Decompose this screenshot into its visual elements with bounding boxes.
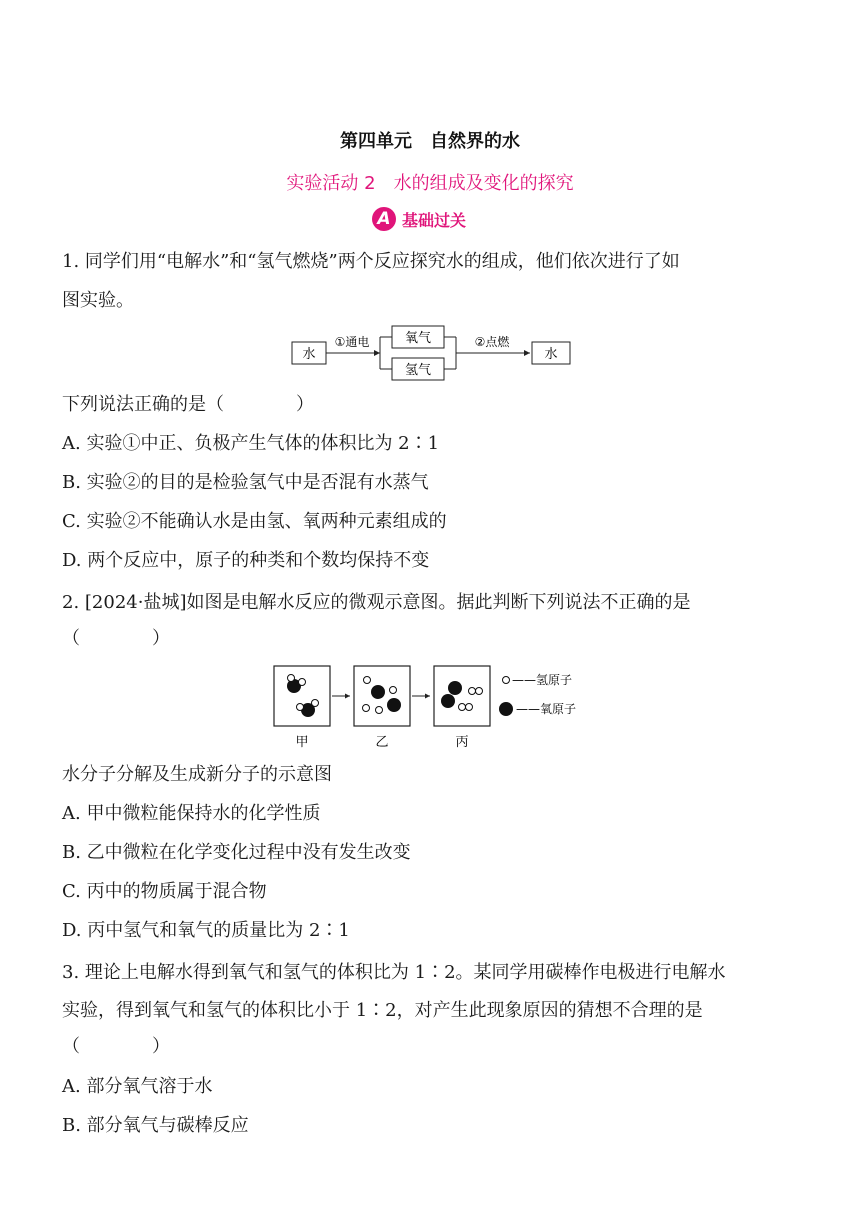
q2-stem-line2: （ ）	[62, 628, 170, 649]
panel-jia	[274, 666, 330, 726]
legend-hydrogen-label: ——氢原子	[512, 673, 573, 687]
hydrogen-atom	[363, 705, 370, 712]
q2-option-a: A. 甲中微粒能保持水的化学性质	[62, 803, 321, 824]
label-yi: 乙	[375, 735, 389, 750]
oxygen-atom	[371, 685, 385, 699]
q1-option-d: D. 两个反应中，原子的种类和个数均保持不变	[62, 550, 430, 571]
q1-option-c: C. 实验②不能确认水是由氢、氧两种元素组成的	[62, 511, 447, 532]
hydrogen-legend-icon	[503, 677, 510, 684]
panel-bing	[434, 666, 490, 726]
unit-title: 第四单元 自然界的水	[340, 131, 520, 152]
oxygen-legend-icon	[499, 702, 513, 716]
box-oxygen	[392, 326, 444, 348]
badge-letter-icon: A	[372, 207, 396, 231]
hydrogen-atom	[376, 707, 383, 714]
q1-flow-diagram	[288, 322, 578, 384]
q1-stem-line2: 图实验。	[62, 290, 134, 311]
q1-option-b: B. 实验②的目的是检验氢气中是否混有水蒸气	[62, 472, 429, 493]
activity-title: 实验活动 2 水的组成及变化的探究	[286, 173, 574, 194]
hydrogen-atom	[390, 687, 397, 694]
label-jia: 甲	[295, 735, 309, 750]
q3-stem-line1: 3. 理论上电解水得到氧气和氢气的体积比为 1∶2。某同学用碳棒作电极进行电解水	[62, 962, 726, 983]
section-badge	[372, 206, 466, 232]
box-water-start-label: 水	[302, 347, 316, 362]
q2-option-c: C. 丙中的物质属于混合物	[62, 881, 267, 902]
q3-option-b: B. 部分氧气与碳棒反应	[62, 1115, 249, 1136]
hydrogen-atom	[364, 677, 371, 684]
box-oxygen-label: 氧气	[404, 331, 432, 346]
q3-option-a: A. 部分氧气溶于水	[62, 1076, 213, 1097]
panel-yi	[354, 666, 410, 726]
badge-text: 基础过关	[402, 210, 467, 230]
q2-caption: 水分子分解及生成新分子的示意图	[62, 764, 332, 785]
q3-stem-line2: 实验，得到氧气和氢气的体积比小于 1∶2，对产生此现象原因的猜想不合理的是	[62, 1000, 703, 1021]
step2-label: ②点燃	[474, 335, 510, 349]
legend-oxygen-label: ——氧原子	[516, 702, 577, 716]
legend	[499, 673, 576, 716]
box-hydrogen	[392, 358, 444, 380]
box-hydrogen-label: 氢气	[404, 363, 432, 378]
q2-option-b: B. 乙中微粒在化学变化过程中没有发生改变	[62, 842, 411, 863]
q2-option-d: D. 丙中氢气和氧气的质量比为 2∶1	[62, 920, 350, 941]
step1-label: ①通电	[334, 335, 370, 349]
q2-molecule-figure	[270, 664, 590, 756]
q3-stem-line3: （ ）	[62, 1036, 170, 1057]
q2-stem-line1: 2. [2024·盐城]如图是电解水反应的微观示意图。据此判断下列说法不正确的是	[62, 592, 691, 613]
box-water-end	[532, 342, 570, 364]
q1-prompt: 下列说法正确的是（ ）	[62, 394, 314, 415]
q1-stem-line1: 1. 同学们用“电解水”和“氢气燃烧”两个反应探究水的组成，他们依次进行了如	[62, 251, 680, 272]
q1-option-a: A. 实验①中正、负极产生气体的体积比为 2∶1	[62, 433, 440, 454]
label-bing: 丙	[455, 735, 469, 750]
box-water-end-label: 水	[544, 347, 558, 362]
oxygen-atom	[387, 698, 401, 712]
box-water-start	[292, 342, 326, 364]
